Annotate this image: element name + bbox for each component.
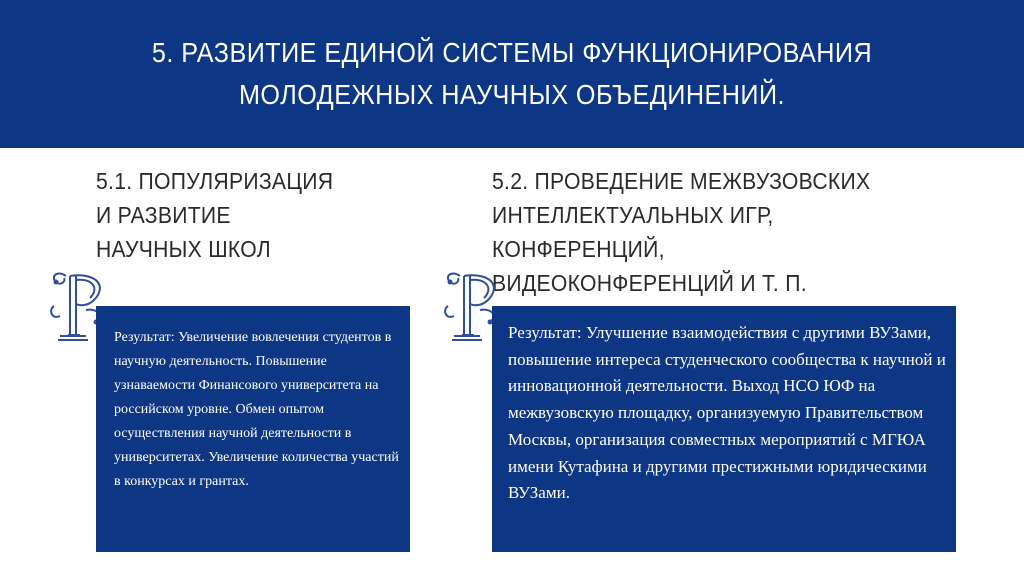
result-box-popularization (96, 306, 410, 552)
section-heading-popularization: 5.1. ПОПУЛЯРИЗАЦИЯ И РАЗВИТИЕ НАУЧНЫХ ШКОЛ (96, 168, 334, 262)
section-heading-intercollegiate-events: 5.2. ПРОВЕДЕНИЕ МЕЖВУЗОВСКИХ ИНТЕЛЛЕКТУАЛЬНЫХ ИГР, КОНФЕРЕНЦИЙ, ВИДЕОКОНФЕРЕНЦИЙ И Т. П. (492, 168, 871, 296)
result-text: Результат: Улучшение взаимодействия с другими ВУЗами, повышение интереса студенческого сообщества к научной и инновационной деятельности. Выход НСО ЮФ на межвузовскую площадку, организуемую Правительством Москвы, организация совместных мероприятий с МГЮА имени Кутафина и другими престижными юридическими ВУЗами. (508, 323, 946, 503)
result-box-intercollegiate-events (492, 306, 956, 552)
title-banner (0, 0, 1024, 148)
result-text: Результат: Увеличение вовлечения студентов в научную деятельность. Повышение узнаваемости Финансового университета на российском уровне. Обмен опытом осуществления научной деятельности в университетах. Увеличение количества участий в конкурсах и грантах. (114, 330, 399, 489)
slide-title: 5. РАЗВИТИЕ ЕДИНОЙ СИСТЕМЫ ФУНКЦИОНИРОВАНИЯ МОЛОДЕЖНЫХ НАУЧНЫХ ОБЪЕДИНЕНИЙ. (151, 37, 873, 110)
